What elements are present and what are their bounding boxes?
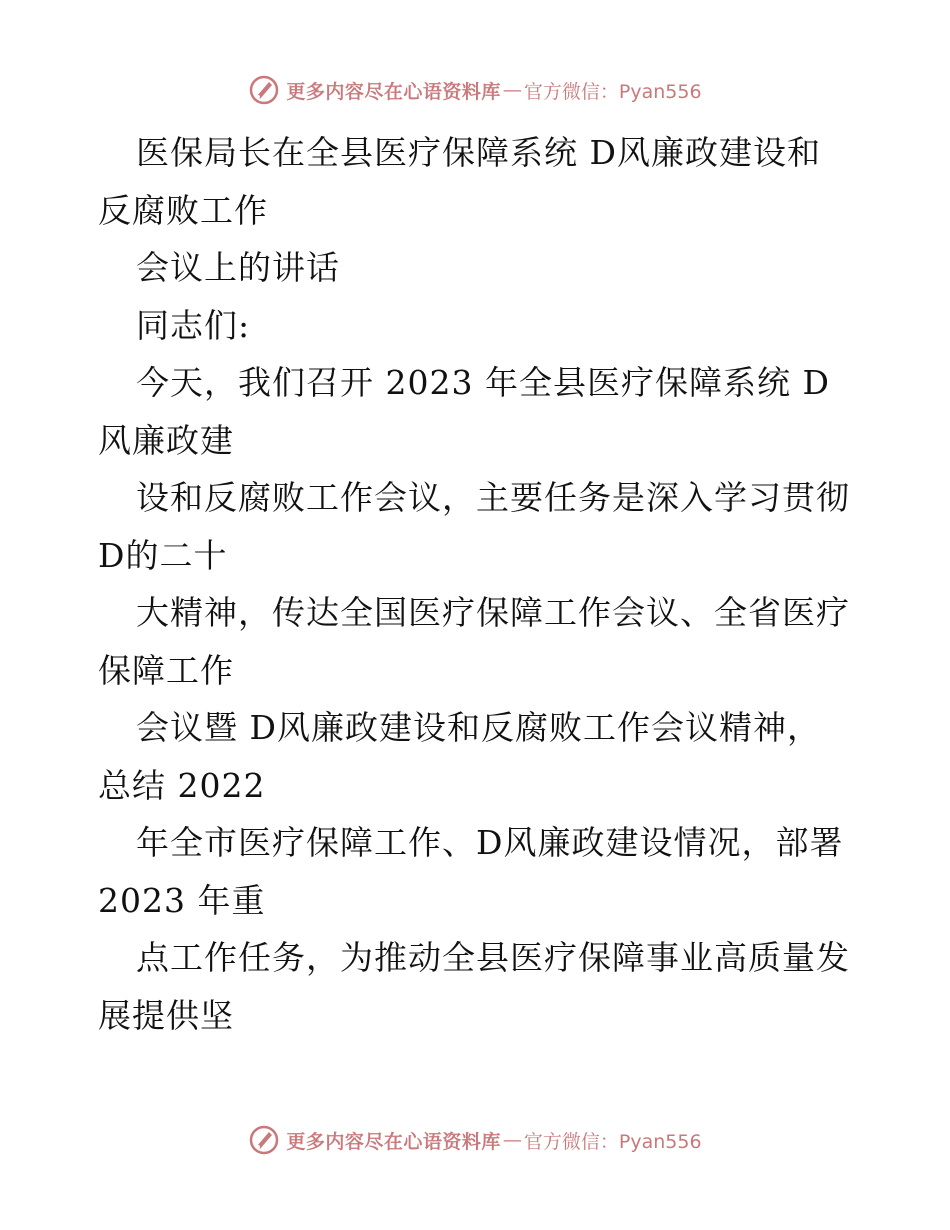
watermark-dash: — xyxy=(502,79,522,101)
pen-circle-logo-icon xyxy=(248,74,280,106)
text-line: 2023 年重 xyxy=(98,880,266,920)
text-line: 反腐败工作 xyxy=(98,190,268,230)
text-line: D的二十 xyxy=(98,535,228,575)
text-line: 大精神，传达全国医疗保障工作会议、全省医疗 xyxy=(136,593,850,632)
text-line: 展提供坚 xyxy=(98,995,234,1035)
text-line: 总结 2022 xyxy=(98,765,266,805)
header-watermark xyxy=(0,70,950,110)
watermark-text: 更多内容尽在心语资料库 xyxy=(286,80,501,103)
text-line: 同志们: xyxy=(136,305,251,345)
watermark-dash: — xyxy=(502,1129,522,1151)
watermark-contact: 官方微信：Pyan556 xyxy=(523,80,702,103)
text-line: 会议暨 D风廉政建设和反腐败工作会议精神， xyxy=(136,708,821,747)
text-line: 年全市医疗保障工作、D风廉政建设情况，部署 xyxy=(136,823,844,862)
text-line: 会议上的讲话 xyxy=(136,248,340,287)
watermark-contact: 官方微信：Pyan556 xyxy=(523,1130,702,1153)
text-line: 医保局长在全县医疗保障系统 D风廉政建设和 xyxy=(136,133,821,172)
text-line: 今天，我们召开 2023 年全县医疗保障系统 D xyxy=(136,363,830,402)
pen-circle-logo-icon xyxy=(248,1124,280,1156)
text-line: 风廉政建 xyxy=(98,420,234,460)
document-body xyxy=(98,124,868,1044)
watermark-text: 更多内容尽在心语资料库 xyxy=(286,1130,501,1153)
text-line: 保障工作 xyxy=(98,650,234,690)
text-line: 点工作任务，为推动全县医疗保障事业高质量发 xyxy=(136,938,850,977)
text-line: 设和反腐败工作会议，主要任务是深入学习贯彻 xyxy=(136,478,850,517)
footer-watermark xyxy=(0,1120,950,1160)
